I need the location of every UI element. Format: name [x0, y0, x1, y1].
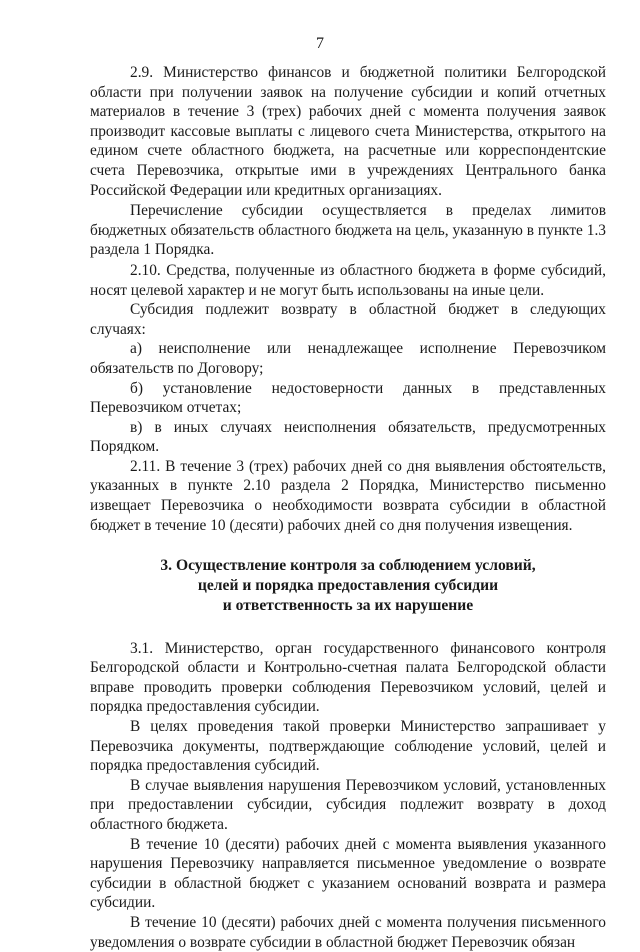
paragraph-2-10: 2.10. Средства, полученные из областного бюджета в форме субсидий, носят целевой характер и не могут быть использованы на иные цели. [90, 261, 606, 299]
paragraph-case-a: а) неисполнение или ненадлежащее исполнение Перевозчиком обязательств по Договору; [90, 340, 606, 377]
paragraph-inspection-docs: В целях проведения такой проверки Министерство запрашивает у Перевозчика документы, подтверждающие соблюдение условий, целей и порядка предоставления субсидий. [90, 718, 606, 775]
section-heading-line-2: целей и порядка предоставления субсидии [197, 577, 499, 595]
paragraph-case-c: в) в иных случаях неисполнения обязательств, предусмотренных Порядком. [90, 418, 606, 456]
paragraph-refund-obligation: В течение 10 (десяти) рабочих дней с момента получения письменного уведомления о возврате субсидии в областной бюджет Перевозчик обязан [90, 913, 606, 951]
document-body [90, 63, 606, 952]
paragraph-violation-refund: В случае выявления нарушения Перевозчиком условий, установленных при предоставлении субсидии, субсидия подлежит возврату в доход областного бюджета. [90, 776, 606, 833]
section-3-heading [90, 556, 606, 615]
paragraph-case-b: б) установление недостоверности данных в представленных Перевозчиком отчетах; [90, 379, 606, 417]
section-heading-line-3: и ответственность за их нарушение [222, 596, 474, 614]
paragraph-2-9: 2.9. Министерство финансов и бюджетной политики Белгородской области при получении заявок на получение субсидии и копий отчетных материалов в течение 3 (трех) рабочих дней с момента получения заявок производит кассовые выплаты с лицевого счета Министерства, открытого на едином счете областного бюджета, на расчетные или корреспондентские счета Перевозчика, открытые ими в учреждениях Центрального банка Российской Федерации или кредитных организациях. [90, 64, 606, 199]
page-number: 7 [316, 35, 324, 52]
paragraph-3-1: 3.1. Министерство, орган государственного финансового контроля Белгородской области и Контрольно-счетная палата Белгородской области вправе проводить проверки соблюдения Перевозчиком условий, целей и порядка предоставления субсидии. [90, 639, 606, 716]
paragraph-written-notice: В течение 10 (десяти) рабочих дней с момента выявления указанного нарушения Перевозчику направляется письменное уведомление о возврате субсидии в областной бюджет с указанием оснований возврата и размера субсидии. [90, 835, 606, 912]
paragraph-2-11: 2.11. В течение 3 (трех) рабочих дней со дня выявления обстоятельств, указанных в пункте 2.10 раздела 2 Порядка, Министерство письменно извещает Перевозчика о необходимости возврата субсидии в областной бюджет в течение 10 (десяти) рабочих дней со дня получения извещения. [90, 457, 606, 534]
paragraph-refund-cases: Субсидия подлежит возврату в областной бюджет в следующих случаях: [90, 301, 606, 338]
section-heading-line-1: 3. Осуществление контроля за соблюдением условий, [160, 557, 536, 575]
paragraph-transfer-limits: Перечисление субсидии осуществляется в пределах лимитов бюджетных обязательств областного бюджета на цель, указанную в пункте 1.3 раздела 1 Порядка. [90, 202, 606, 259]
